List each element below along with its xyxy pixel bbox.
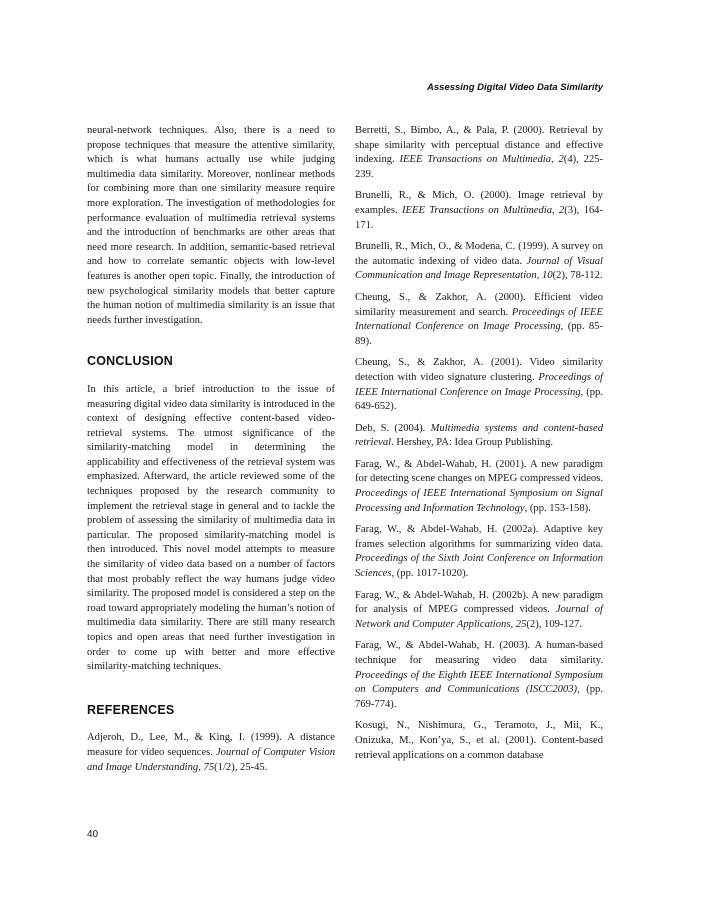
body-paragraph: neural-network techniques. Also, there is a need to propose techniques that measure the attentive similarity, which is what humans actually use while judging multimedia data similarity. Moreover, nonlinear methods for combining more than one similarity measure require more exploration. The investigation of methodologies for performance evaluation of multimedia retrieval systems and the introduction of benchmarks are other areas that need more research. In addition, semantic-based retrieval and how to correlate semantic objects with low-level features is another open topic. Finally, the introduction of new psychological similarity models that better capture the human notion of multimedia similarity is an issue that needs further investigation.: [87, 125, 335, 326]
reference-entry: Adjeroh, D., Lee, M., & King, I. (1999). A distance measure for video sequences. Journal of Computer Vision and Image Understanding, 75(1/2), 25-45.: [87, 732, 335, 773]
reference-entry: Deb, S. (2004). Multimedia systems and content-based retrieval. Hershey, PA: Idea Group Publishing.: [355, 422, 603, 449]
reference-list-right: [355, 124, 603, 763]
reference-entry: Farag, W., & Abdel-Wahab, H. (2003). A human-based technique for measuring video data similarity. Proceedings of the Eighth IEEE International Symposium on Computers and Communications (ISCC2003), (pp. 769-774).: [355, 640, 603, 710]
references-heading: REFERENCES: [87, 702, 175, 717]
reference-list-left: [87, 731, 335, 775]
reference-entry: Farag, W., & Abdel-Wahab, H. (2002b). A new paradigm for analysis of MPEG compressed videos. Journal of Network and Computer Applications, 25(2), 109-127.: [355, 589, 603, 630]
reference-entry: Kosugi, N., Nishimura, G., Teramoto, J., Mii, K., Onizuka, M., Kon’ya, S., et al. (2001). Content-based retrieval applications on a common database: [355, 720, 603, 761]
reference-entry: Berretti, S., Bimbo, A., & Pala, P. (2000). Retrieval by shape similarity with perceptual distance and effective indexing. IEEE Transactions on Multimedia, 2(4), 225-239.: [355, 125, 604, 180]
reference-entry: Farag, W., & Abdel-Wahab, H. (2001). A new paradigm for detecting scene changes on MPEG compressed videos. Proceedings of IEEE International Symposium on Signal Processing and Information Technology, (pp. 153-158).: [355, 458, 603, 514]
running-header: Assessing Digital Video Data Similarity: [427, 82, 603, 93]
reference-entry: Cheung, S., & Zakhor, A. (2000). Efficient video similarity measurement and search. Proceedings of IEEE International Conference on Image Processing, (pp. 85-89).: [355, 291, 603, 347]
page-number: 40: [87, 829, 99, 840]
left-column: [87, 124, 335, 782]
conclusion-paragraph: In this article, a brief introduction to the issue of measuring digital video data similarity is introduced in the context of designing effective content-based video-retrieval systems. The utmost significance of the similarity-matching model in determining the applicability and effectiveness of the retrieval system was emphasized. Afterward, the article reviewed some of the techniques proposed by the research community to implement the retrieval stage in general and to tackle the problem of assessing the similarity of multimedia data in particular. The proposed similarity-matching model is then introduced. This novel model attempts to measure the similarity of video data based on a number of factors that most probably reflect the way humans judge video similarity. The proposed model is considered a step on the road toward appropriately modeling the human’s notion of multimedia data similarity. There are still many research topics and open areas that need further investigation in order to come up with better and more effective similarity-matching techniques.: [87, 383, 336, 673]
conclusion-heading: CONCLUSION: [87, 354, 174, 369]
reference-entry: Farag, W., & Abdel-Wahab, H. (2002a). Adaptive key frames selection algorithms for summarizing video data. Proceedings of the Sixth Joint Conference on Information Sciences, (pp. 1017-1020).: [355, 524, 603, 580]
reference-entry: Brunelli, R., Mich, O., & Modena, C. (1999). A survey on the automatic indexing of video data. Journal of Visual Communication and Image Representation, 10(2), 78-112.: [355, 241, 603, 282]
reference-entry: Cheung, S., & Zakhor, A. (2001). Video similarity detection with video signature clustering. Proceedings of IEEE International Conference on Image Processing, (pp. 649-652).: [355, 357, 603, 413]
right-column: [355, 124, 603, 770]
reference-entry: Brunelli, R., & Mich, O. (2000). Image retrieval by examples. IEEE Transactions on Multimedia, 2(3), 164-171.: [355, 190, 603, 231]
